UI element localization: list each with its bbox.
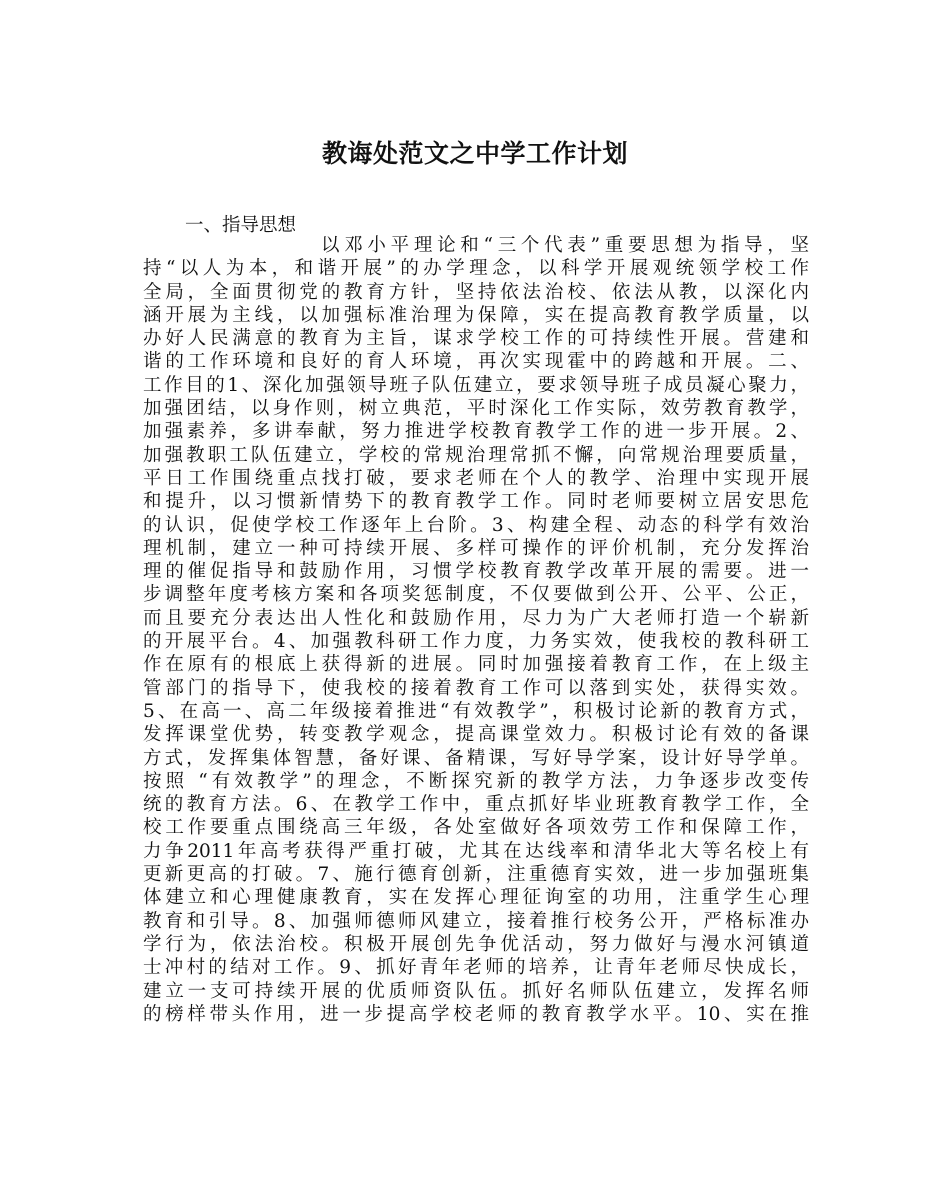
body-line: 步调整年度考核方案和各项奖惩制度，不仅要做到公开、公平、公正，	[143, 584, 809, 606]
body-line: 理的催促指导和鼓励作用，习惯学校教育教学改革开展的需要。进一	[143, 561, 809, 583]
body-line: 的开展平台。4、加强教科研工作力度，力务实效，使我校的教科研工	[143, 631, 809, 653]
body-line: 办好人民满意的教育为主旨，谋求学校工作的可持续性开展。营建和	[143, 328, 809, 350]
body-line: 作在原有的根底上获得新的进展。同时加强接着教育工作，在上级主	[143, 654, 809, 676]
body-line: 学行为，依法治校。积极开展创先争优活动，努力做好与漫水河镇道	[143, 933, 809, 955]
body-line: 力争2011年高考获得严重打破，尤其在达线率和清华北大等名校上有	[143, 840, 809, 862]
body-line: 以邓小平理论和“三个代表”重要思想为指导，坚	[321, 235, 809, 256]
body-line: 5、在高一、高二年级接着推进“有效教学”，积极讨论新的教育方式，	[143, 700, 809, 722]
body-text	[143, 234, 809, 1026]
body-line: 理机制，建立一种可持续开展、多样可操作的评价机制，充分发挥治	[143, 537, 809, 559]
body-line: 管部门的指导下，使我校的接着教育工作可以落到实处，获得实效。	[143, 677, 809, 699]
body-line: 持“以人为本，和谐开展”的办学理念，以科学开展观统领学校工作	[143, 258, 809, 280]
body-line: 体建立和心理健康教育，实在发挥心理征询室的功用，注重学生心理	[143, 887, 809, 909]
body-line: 平日工作围绕重点找打破，要求老师在个人的教学、治理中实现开展	[143, 467, 809, 489]
body-line: 涵开展为主线，以加强标准治理为保障，实在提高教育教学质量，以	[143, 304, 809, 326]
body-line: 的认识，促使学校工作逐年上台阶。3、构建全程、动态的科学有效治	[143, 514, 809, 536]
body-line: 的榜样带头作用，进一步提高学校老师的教育教学水平。10、实在推	[143, 1003, 809, 1025]
body-line: 加强团结，以身作则，树立典范，平时深化工作实际，效劳教育教学，	[143, 398, 809, 420]
document-title: 教诲处范文之中学工作计划	[321, 139, 628, 168]
body-line: 校工作要重点围绕高三年级，各处室做好各项效劳工作和保障工作，	[143, 817, 809, 839]
body-line: 工作目的1、深化加强领导班子队伍建立，要求领导班子成员凝心聚力，	[143, 374, 809, 396]
body-line: 按照 “有效教学”的理念，不断探究新的教学方法，力争逐步改变传	[143, 770, 809, 792]
body-line: 加强教职工队伍建立，学校的常规治理常抓不懈，向常规治理要质量，	[143, 444, 809, 466]
body-line: 方式，发挥集体智慧，备好课、备精课，写好导学案，设计好导学单。	[143, 747, 809, 769]
body-line: 建立一支可持续开展的优质师资队伍。抓好名师队伍建立，发挥名师	[143, 980, 809, 1002]
body-line: 加强素养，多讲奉献，努力推进学校教育教学工作的进一步开展。2、	[143, 421, 809, 443]
body-line: 士冲村的结对工作。9、抓好青年老师的培养，让青年老师尽快成长，	[143, 957, 809, 979]
body-line: 而且要充分表达出人性化和鼓励作用，尽力为广大老师打造一个崭新	[143, 607, 809, 629]
body-line: 统的教育方法。6、在教学工作中，重点抓好毕业班教育教学工作，全	[143, 794, 809, 816]
body-line: 教育和引导。8、加强师德师风建立，接着推行校务公开，严格标准办	[143, 910, 809, 932]
body-line: 和提升，以习惯新情势下的教育教学工作。同时老师要树立居安思危	[143, 491, 809, 513]
body-line: 发挥课堂优势，转变教学观念，提高课堂效力。积极讨论有效的备课	[143, 724, 809, 746]
body-line: 更新更高的打破。7、施行德育创新，注重德育实效，进一步加强班集	[143, 864, 809, 886]
body-line: 谐的工作环境和良好的育人环境，再次实现霍中的跨越和开展。二、	[143, 351, 809, 373]
section-heading: 一、指导思想	[185, 215, 297, 236]
body-line: 全局，全面贯彻党的教育方针，坚持依法治校、依法从教，以深化内	[143, 281, 809, 303]
